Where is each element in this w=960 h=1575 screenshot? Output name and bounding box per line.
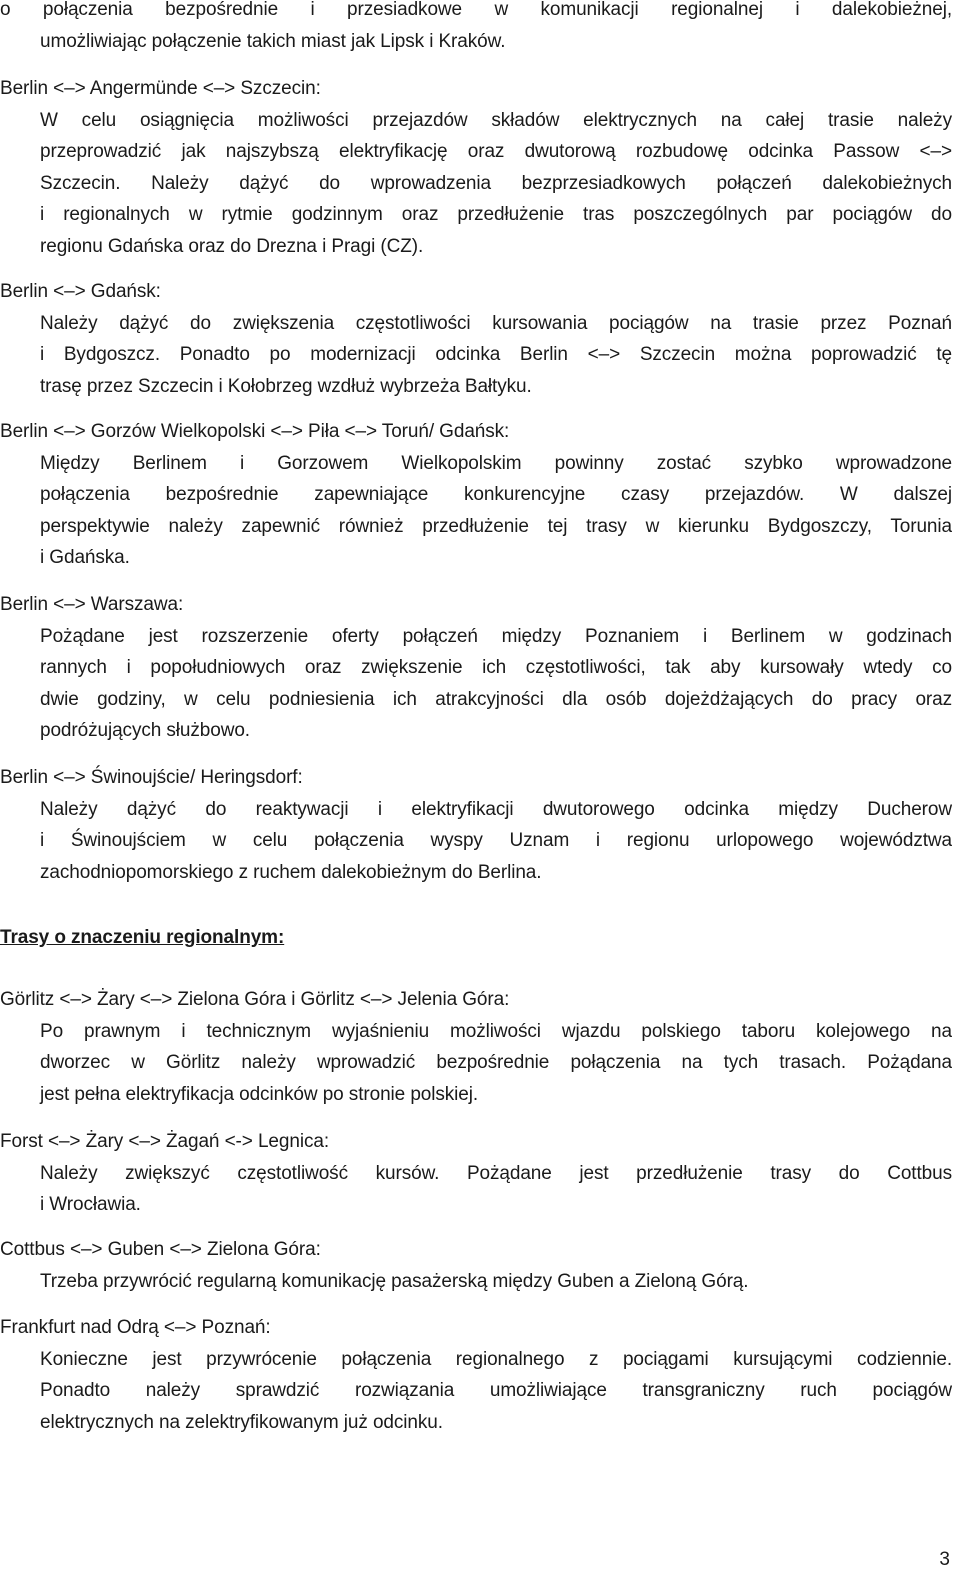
section-title: Berlin <–> Gorzów Wielkopolski <–> Piła <–> Toruń/ Gdańsk:: [0, 421, 510, 442]
paragraph-line: W celu osiągnięcia możliwości przejazdów składów elektrycznych na całej trasie należy: [40, 109, 952, 131]
section-title: Frankfurt nad Odrą <–> Poznań:: [0, 1317, 271, 1338]
paragraph-line: o połączenia bezpośrednie i przesiadkowe w komunikacji regionalnej i dalekobieżnej,: [0, 0, 952, 20]
section-1: [0, 73, 952, 262]
section-heading: Trasy o znaczeniu regionalnym:: [0, 927, 285, 948]
section-2: [0, 276, 952, 402]
paragraph-line: umożliwiając połączenie takich miast jak Lipsk i Kraków.: [40, 30, 506, 52]
paragraph-line: dwie godziny, w celu podniesienia ich atrakcyjności dla osób dojeżdżających do pracy oraz: [40, 688, 952, 710]
paragraph-line: Należy dążyć do reaktywacji i elektryfikacji dwutorowego odcinka między Ducherow: [40, 798, 952, 820]
paragraph-line: połączenia bezpośrednie zapewniające konkurencyjne czasy przejazdów. W dalszej: [40, 484, 952, 505]
section-title: Forst <–> Żary <–> Żagań <-> Legnica:: [0, 1131, 329, 1152]
section-title: Berlin <–> Angermünde <–> Szczecin:: [0, 78, 321, 99]
intro-paragraph: [0, 0, 952, 57]
section-title: Berlin <–> Świnoujście/ Heringsdorf:: [0, 767, 303, 788]
paragraph-line: dworzec w Görlitz należy wprowadzić bezpośrednie połączenia na tych trasach. Pożądana: [40, 1052, 952, 1073]
regional-section-4: [0, 1312, 952, 1438]
regional-heading-block: [0, 922, 952, 954]
paragraph-line: i Wrocławia.: [40, 1194, 141, 1215]
regional-section-3: [0, 1234, 952, 1297]
section-3: [0, 416, 952, 574]
paragraph-line: Trzeba przywrócić regularną komunikację pasażerską między Guben a Zieloną Górą.: [40, 1270, 749, 1292]
paragraph-line: elektrycznych na zelektryfikowanym już odcinku.: [40, 1411, 443, 1433]
paragraph-line: i regionalnych w rytmie godzinnym oraz przedłużenie tras poszczególnych par pociągów do: [40, 204, 952, 225]
paragraph-line: i Bydgoszcz. Ponadto po modernizacji odcinka Berlin <–> Szczecin można poprowadzić tę: [40, 344, 952, 365]
paragraph-line: podróżujących służbowo.: [40, 720, 250, 741]
section-title: Berlin <–> Gdańsk:: [0, 281, 161, 302]
paragraph-line: Konieczne jest przywrócenie połączenia regionalnego z pociągami kursującymi codziennie.: [40, 1348, 952, 1370]
paragraph-line: rannych i popołudniowych oraz zwiększenie ich częstotliwości, tak aby kursowały wtedy co: [40, 657, 952, 678]
paragraph-line: zachodniopomorskiego z ruchem dalekobieżnym do Berlina.: [40, 861, 542, 883]
paragraph-line: Należy dążyć do zwiększenia częstotliwości kursowania pociągów na trasie przez Poznań: [40, 312, 952, 334]
paragraph-line: Należy zwiększyć częstotliwość kursów. Pożądane jest przedłużenie trasy do Cottbus: [40, 1162, 952, 1184]
regional-section-1: [0, 984, 952, 1110]
section-4: [0, 589, 952, 747]
section-title: Berlin <–> Warszawa:: [0, 594, 184, 615]
page-number: 3: [939, 1549, 950, 1570]
paragraph-line: i Świnoujściem w celu połączenia wyspy Uznam i regionu urlopowego województwa: [40, 830, 952, 851]
paragraph-line: regionu Gdańska oraz do Drezna i Pragi (CZ).: [40, 235, 424, 257]
section-title: Görlitz <–> Żary <–> Zielona Góra i Görlitz <–> Jelenia Góra:: [0, 989, 510, 1010]
paragraph-line: trasę przez Szczecin i Kołobrzeg wzdłuż wybrzeża Bałtyku.: [40, 375, 532, 397]
paragraph-line: przeprowadzić jak najszybszą elektryfikację oraz dwutorową rozbudowę odcinka Passow <–>: [40, 141, 952, 162]
regional-section-2: [0, 1126, 952, 1221]
section-title: Cottbus <–> Guben <–> Zielona Góra:: [0, 1239, 321, 1260]
paragraph-line: Szczecin. Należy dążyć do wprowadzenia bezprzesiadkowych połączeń dalekobieżnych: [40, 172, 952, 194]
paragraph-line: jest pełna elektryfikacja odcinków po stronie polskiej.: [40, 1083, 479, 1105]
paragraph-line: Między Berlinem i Gorzowem Wielkopolskim powinny zostać szybko wprowadzone: [40, 452, 952, 474]
paragraph-line: i Gdańska.: [40, 547, 130, 568]
paragraph-line: Po prawnym i technicznym wyjaśnieniu możliwości wjazdu polskiego taboru kolejowego na: [40, 1020, 952, 1042]
paragraph-line: Ponadto należy sprawdzić rozwiązania umożliwiające transgraniczny ruch pociągów: [40, 1380, 952, 1401]
paragraph-line: Pożądane jest rozszerzenie oferty połączeń między Poznaniem i Berlinem w godzinach: [40, 625, 952, 647]
section-5: [0, 762, 952, 888]
paragraph-line: perspektywie należy zapewnić również przedłużenie tej trasy w kierunku Bydgoszczy, Torunia: [40, 515, 952, 537]
